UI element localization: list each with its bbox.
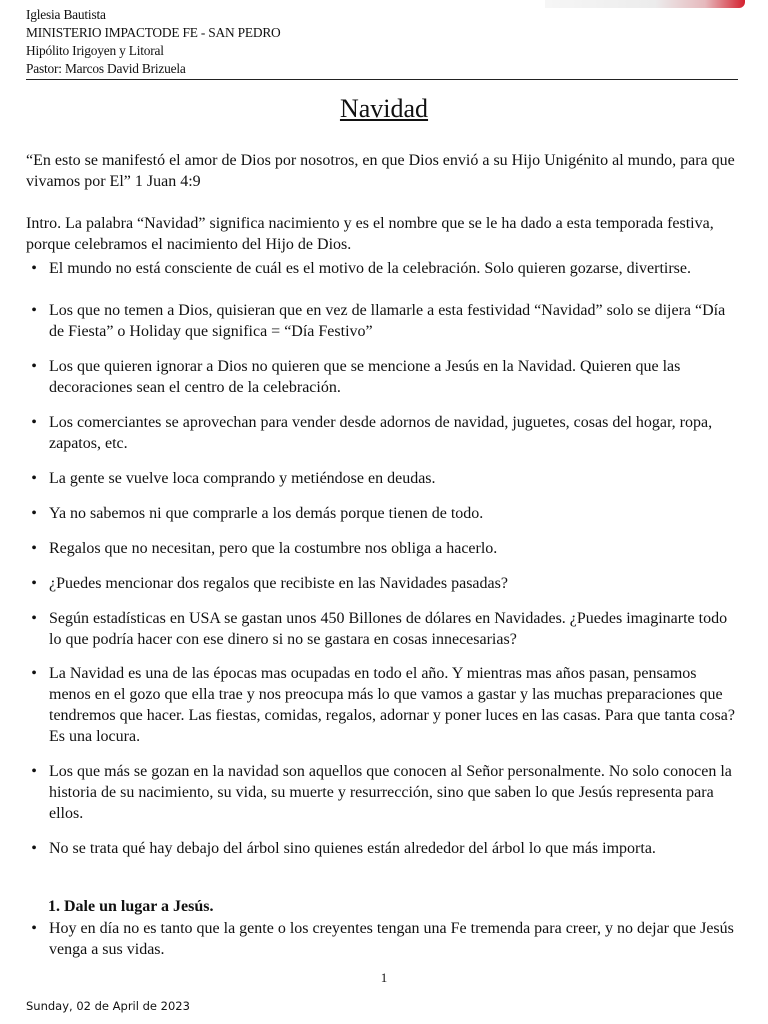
list-item-text: Regalos que no necesitan, pero que la costumbre nos obliga a hacerlo.	[49, 540, 498, 557]
footer-date: Sunday, 02 de April de 2023	[26, 999, 190, 1013]
list-item	[26, 468, 741, 489]
list-item	[26, 538, 741, 559]
bullet-icon: •	[31, 470, 37, 487]
list-item-text: La Navidad es una de las épocas mas ocupadas en todo el año. Y mientras mas años pasan, pensamos menos en el gozo que ella trae y nos preocupa más lo que vamos a gastar y las muchas preparaciones que tendremos que hacer. Las fiestas, comidas, regalos, adornar y poner luces en las casas. Para que tanta cosa? Es una locura.	[49, 665, 735, 745]
list-item	[26, 300, 741, 342]
church-address: Hipólito Irigoyen y Litoral	[26, 43, 164, 58]
bible-verse: “En esto se manifestó el amor de Dios por nosotros, en que Dios envió a su Hijo Unigénito al mundo, para que vivamos por El” 1 Juan 4:9	[26, 152, 735, 190]
bullet-icon: •	[31, 414, 37, 431]
list-item-text: Los que no temen a Dios, quisieran que en vez de llamarle a esta festividad “Navidad” solo se dijera “Día de Fiesta” o Holiday que significa = “Día Festivo”	[49, 302, 726, 340]
list-item	[26, 608, 741, 650]
bullet-icon: •	[31, 920, 37, 937]
bullet-icon: •	[31, 540, 37, 557]
section-heading: 1. Dale un lugar a Jesús.	[48, 898, 214, 915]
bullet-icon: •	[31, 358, 37, 375]
list-item-text: El mundo no está consciente de cuál es el motivo de la celebración. Solo quieren gozarse, divertirse.	[49, 260, 691, 277]
list-item	[26, 838, 741, 859]
list-item	[26, 258, 741, 279]
list-item-text: Hoy en día no es tanto que la gente o los creyentes tengan una Fe tremenda para creer, y no dejar que Jesús venga a sus vidas.	[49, 920, 734, 958]
list-item	[26, 356, 741, 398]
list-item	[26, 918, 741, 960]
bullet-icon: •	[31, 665, 37, 682]
bullet-icon: •	[31, 505, 37, 522]
bullet-icon: •	[31, 575, 37, 592]
list-item-text: Los comerciantes se aprovechan para vender desde adornos de navidad, juguetes, cosas del hogar, ropa, zapatos, etc.	[49, 414, 713, 452]
list-item	[26, 663, 741, 747]
bullet-icon: •	[31, 260, 37, 277]
church-header	[26, 6, 738, 78]
list-item-text: Los que más se gozan en la navidad son aquellos que conocen al Señor personalmente. No solo conocen la historia de su nacimiento, su vida, su muerte y resurrección, sino que saben lo que Jesús representa para ellos.	[49, 763, 732, 822]
bullet-icon: •	[31, 302, 37, 319]
intro-paragraph: Intro. La palabra “Navidad” significa nacimiento y es el nombre que se le ha dado a esta temporada festiva, porque celebramos el nacimiento del Hijo de Dios.	[26, 215, 714, 253]
list-item-text: Ya no sabemos ni que comprarle a los demás porque tienen de todo.	[49, 505, 484, 522]
bullet-icon: •	[31, 840, 37, 857]
header-divider	[26, 79, 738, 80]
list-item	[26, 503, 741, 524]
list-item-text: Los que quieren ignorar a Dios no quieren que se mencione a Jesús en la Navidad. Quieren que las decoraciones sean el centro de la celebración.	[49, 358, 681, 396]
list-item-text: La gente se vuelve loca comprando y metiéndose en deudas.	[49, 470, 436, 487]
bullet-icon: •	[31, 610, 37, 627]
list-item	[26, 761, 741, 824]
ministry-name: MINISTERIO IMPACTODE FE - SAN PEDRO	[26, 25, 281, 40]
church-name: Iglesia Bautista	[26, 7, 106, 22]
list-item	[26, 573, 741, 594]
bullet-icon: •	[31, 763, 37, 780]
list-item-text: ¿Puedes mencionar dos regalos que recibiste en las Navidades pasadas?	[49, 575, 508, 592]
page-number: 1	[380, 970, 388, 985]
list-item-text: No se trata qué hay debajo del árbol sino quienes están alrededor del árbol lo que más importa.	[49, 840, 656, 857]
pastor-name: Pastor: Marcos David Brizuela	[26, 61, 186, 76]
list-item	[26, 412, 741, 454]
page-title: Navidad	[339, 94, 429, 123]
list-item-text: Según estadísticas en USA se gastan unos 450 Billones de dólares en Navidades. ¿Puedes imaginarte todo lo que podría hacer con ese dinero si no se gastara en cosas innecesarias?	[49, 610, 728, 648]
